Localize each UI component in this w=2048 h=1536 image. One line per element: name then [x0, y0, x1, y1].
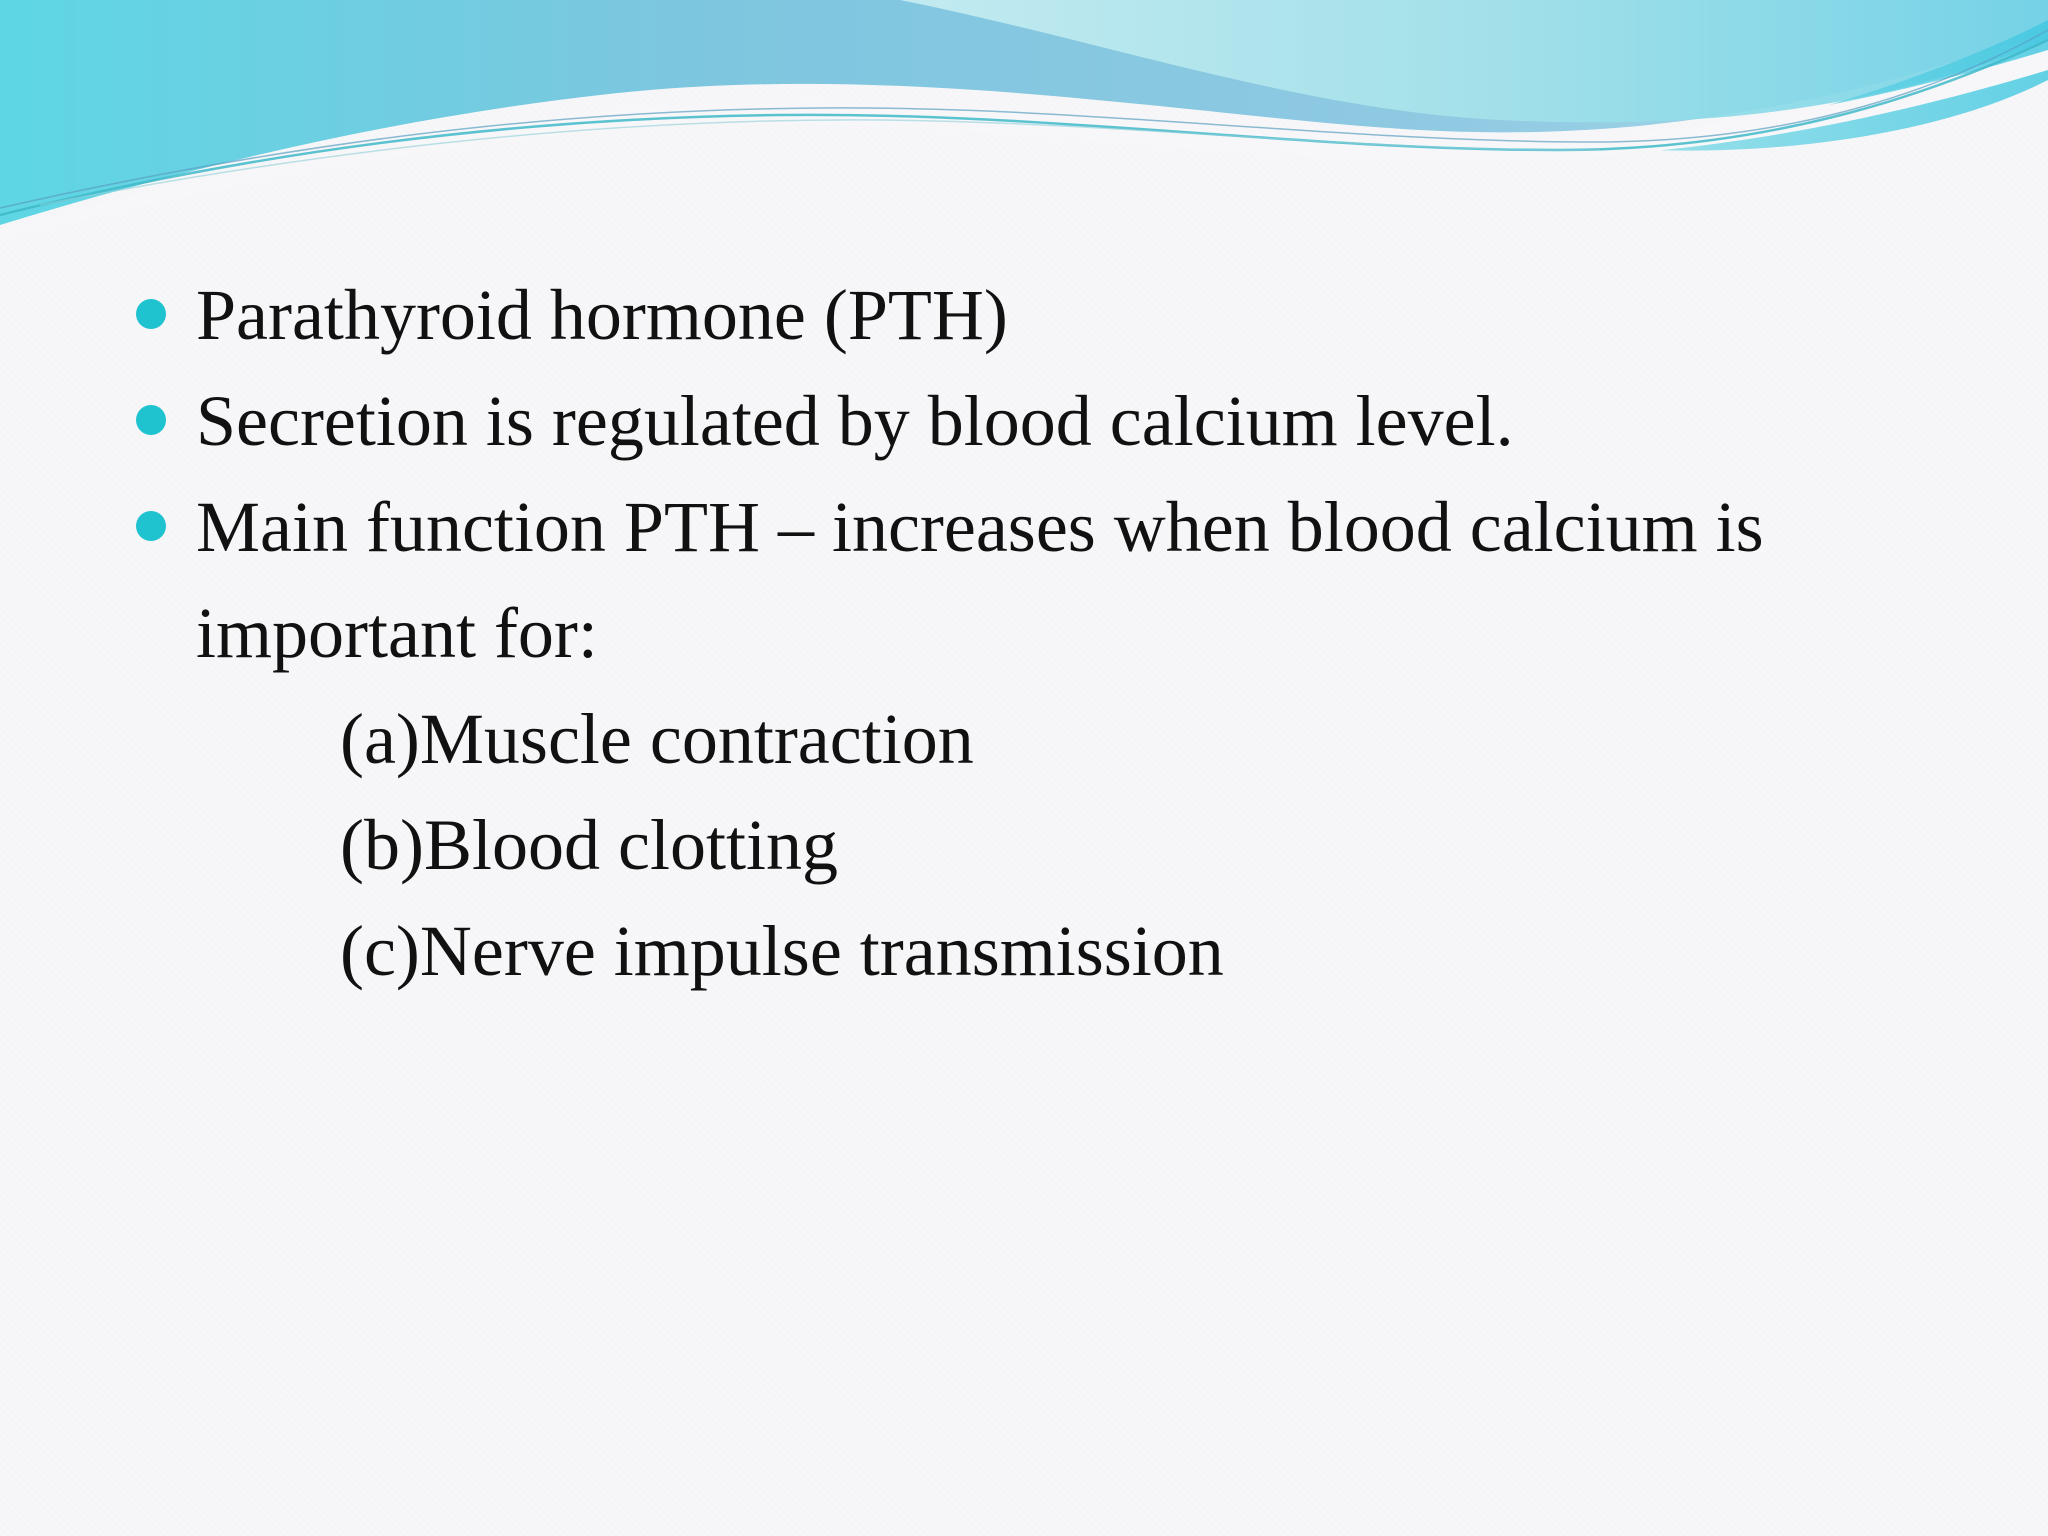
bullet-dot-icon [136, 405, 166, 435]
sub-list [136, 686, 1976, 1004]
sub-item-nerve-impulse: (c)Nerve impulse transmission [340, 911, 1224, 991]
bullet-text: Parathyroid hormone (PTH) [196, 275, 1008, 355]
bullet-list [136, 262, 1976, 686]
slide-content [136, 262, 1976, 1004]
sub-item-blood-clotting: (b)Blood clotting [340, 805, 838, 885]
sub-item-muscle-contraction: (a)Muscle contraction [340, 699, 974, 779]
header-wave-decoration [0, 0, 2048, 240]
bullet-dot-icon [136, 299, 166, 329]
bullet-text: Secretion is regulated by blood calcium level. [196, 381, 1514, 461]
bullet-item [136, 474, 1976, 686]
bullet-item [136, 262, 1976, 368]
bullet-item [136, 368, 1976, 474]
bullet-dot-icon [136, 511, 166, 541]
bullet-text: Main function PTH – increases when blood calcium is important for: [196, 487, 1764, 673]
